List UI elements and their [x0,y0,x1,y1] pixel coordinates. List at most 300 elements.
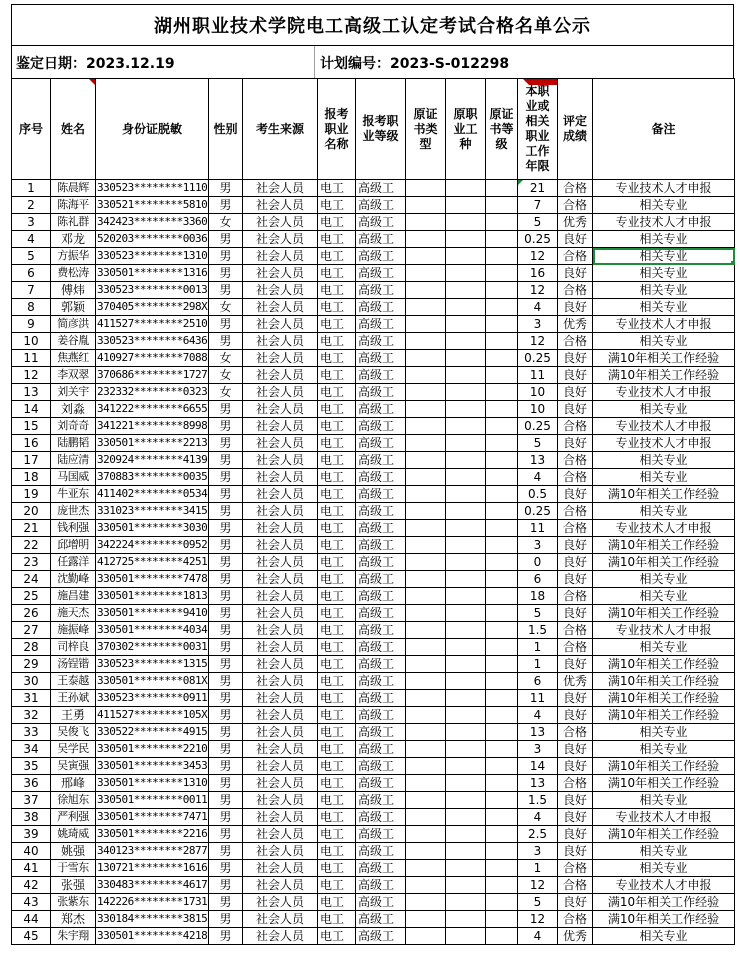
cell-name[interactable]: 姜谷胤 [51,333,96,350]
cell-job-level[interactable]: 高级工 [356,554,406,571]
cell-grade[interactable]: 良好 [558,299,593,316]
cell-job-name[interactable]: 电工 [318,673,356,690]
cell-orig-cert-level[interactable] [486,214,518,231]
cell-grade[interactable]: 合格 [558,520,593,537]
cell-id[interactable]: 411527********2510 [96,316,209,333]
cell-source[interactable]: 社会人员 [243,724,318,741]
cell-seq[interactable]: 10 [12,333,51,350]
cell-name[interactable]: 邓龙 [51,231,96,248]
header-source[interactable]: 考生来源 [243,79,318,180]
cell-id[interactable]: 330501********1813 [96,588,209,605]
cell-gender[interactable]: 男 [209,486,243,503]
cell-seq[interactable]: 4 [12,231,51,248]
cell-remarks[interactable]: 相关专业 [593,928,735,945]
cell-orig-cert-type[interactable] [406,469,446,486]
cell-work-years[interactable]: 5 [518,214,558,231]
cell-orig-cert-type[interactable] [406,724,446,741]
cell-id[interactable]: 330501********3453 [96,758,209,775]
cell-job-name[interactable]: 电工 [318,248,356,265]
cell-id[interactable]: 330501********2213 [96,435,209,452]
cell-name[interactable]: 傅炜 [51,282,96,299]
header-remarks[interactable]: 备注 [593,79,735,180]
cell-gender[interactable]: 男 [209,537,243,554]
cell-work-years[interactable]: 12 [518,248,558,265]
cell-job-name[interactable]: 电工 [318,537,356,554]
cell-gender[interactable]: 男 [209,809,243,826]
cell-gender[interactable]: 女 [209,214,243,231]
cell-job-level[interactable]: 高级工 [356,231,406,248]
cell-name[interactable]: 刘关宇 [51,384,96,401]
cell-gender[interactable]: 男 [209,197,243,214]
exam-date[interactable]: 鉴定日期：2023.12.19 [16,56,175,72]
cell-gender[interactable]: 男 [209,469,243,486]
cell-gender[interactable]: 女 [209,367,243,384]
cell-id[interactable]: 330501********081X [96,673,209,690]
cell-orig-cert-level[interactable] [486,775,518,792]
cell-source[interactable]: 社会人员 [243,367,318,384]
cell-name[interactable]: 陈礼群 [51,214,96,231]
cell-job-name[interactable]: 电工 [318,622,356,639]
cell-orig-cert-type[interactable] [406,860,446,877]
cell-job-name[interactable]: 电工 [318,367,356,384]
cell-job-level[interactable]: 高级工 [356,622,406,639]
cell-orig-cert-level[interactable] [486,792,518,809]
cell-seq[interactable]: 9 [12,316,51,333]
cell-orig-cert-type[interactable] [406,299,446,316]
cell-job-level[interactable]: 高级工 [356,401,406,418]
header-orig-cert-level[interactable]: 原证书等级 [486,79,518,180]
cell-orig-job[interactable] [446,333,486,350]
cell-orig-cert-type[interactable] [406,401,446,418]
cell-seq[interactable]: 34 [12,741,51,758]
cell-orig-job[interactable] [446,673,486,690]
cell-orig-cert-level[interactable] [486,809,518,826]
cell-grade[interactable]: 优秀 [558,214,593,231]
cell-orig-job[interactable] [446,690,486,707]
cell-orig-cert-level[interactable] [486,537,518,554]
cell-orig-job[interactable] [446,520,486,537]
cell-grade[interactable]: 良好 [558,384,593,401]
cell-orig-cert-type[interactable] [406,452,446,469]
cell-grade[interactable]: 良好 [558,231,593,248]
header-job-level[interactable]: 报考职业等级 [356,79,406,180]
cell-job-name[interactable]: 电工 [318,214,356,231]
cell-source[interactable]: 社会人员 [243,826,318,843]
cell-source[interactable]: 社会人员 [243,350,318,367]
cell-job-level[interactable]: 高级工 [356,673,406,690]
cell-job-name[interactable]: 电工 [318,707,356,724]
cell-orig-cert-type[interactable] [406,282,446,299]
cell-work-years[interactable]: 0.25 [518,503,558,520]
cell-job-name[interactable]: 电工 [318,197,356,214]
cell-seq[interactable]: 26 [12,605,51,622]
cell-source[interactable]: 社会人员 [243,231,318,248]
header-orig-job[interactable]: 原职业工种 [446,79,486,180]
cell-grade[interactable]: 合格 [558,775,593,792]
cell-remarks[interactable]: 相关专业 [593,571,735,588]
cell-source[interactable]: 社会人员 [243,197,318,214]
cell-name[interactable]: 张紫东 [51,894,96,911]
cell-work-years[interactable]: 5 [518,894,558,911]
cell-job-name[interactable]: 电工 [318,792,356,809]
cell-remarks[interactable]: 满10年相关工作经验 [593,673,735,690]
cell-seq[interactable]: 42 [12,877,51,894]
cell-id[interactable]: 330522********4915 [96,724,209,741]
cell-grade[interactable]: 合格 [558,452,593,469]
cell-name[interactable]: 王勇 [51,707,96,724]
cell-id[interactable]: 410927********7088 [96,350,209,367]
cell-grade[interactable]: 合格 [558,639,593,656]
cell-orig-cert-type[interactable] [406,690,446,707]
header-gender[interactable]: 性别 [209,79,243,180]
cell-work-years[interactable]: 0.25 [518,350,558,367]
cell-seq[interactable]: 14 [12,401,51,418]
cell-job-level[interactable]: 高级工 [356,418,406,435]
cell-source[interactable]: 社会人员 [243,758,318,775]
cell-grade[interactable]: 合格 [558,469,593,486]
cell-seq[interactable]: 32 [12,707,51,724]
cell-gender[interactable]: 女 [209,350,243,367]
cell-gender[interactable]: 男 [209,894,243,911]
cell-grade[interactable]: 合格 [558,588,593,605]
cell-orig-job[interactable] [446,588,486,605]
cell-remarks[interactable]: 相关专业 [593,639,735,656]
cell-job-level[interactable]: 高级工 [356,911,406,928]
cell-name[interactable]: 姚琦威 [51,826,96,843]
cell-orig-cert-level[interactable] [486,690,518,707]
cell-job-level[interactable]: 高级工 [356,469,406,486]
cell-gender[interactable]: 男 [209,231,243,248]
cell-orig-job[interactable] [446,452,486,469]
cell-source[interactable]: 社会人员 [243,656,318,673]
cell-id[interactable]: 320924********4139 [96,452,209,469]
cell-gender[interactable]: 男 [209,928,243,945]
cell-seq[interactable]: 29 [12,656,51,673]
cell-job-level[interactable]: 高级工 [356,248,406,265]
cell-job-name[interactable]: 电工 [318,860,356,877]
cell-id[interactable]: 330501********1316 [96,265,209,282]
cell-remarks[interactable]: 相关专业 [593,333,735,350]
cell-orig-cert-level[interactable] [486,350,518,367]
cell-gender[interactable]: 男 [209,707,243,724]
cell-orig-job[interactable] [446,571,486,588]
cell-orig-job[interactable] [446,605,486,622]
cell-orig-cert-type[interactable] [406,384,446,401]
cell-orig-cert-level[interactable] [486,435,518,452]
cell-job-level[interactable]: 高级工 [356,707,406,724]
cell-orig-cert-type[interactable] [406,265,446,282]
cell-orig-cert-level[interactable] [486,486,518,503]
cell-job-level[interactable]: 高级工 [356,180,406,197]
cell-work-years[interactable]: 0.5 [518,486,558,503]
cell-orig-cert-type[interactable] [406,639,446,656]
cell-work-years[interactable]: 7 [518,197,558,214]
cell-orig-job[interactable] [446,656,486,673]
cell-orig-cert-type[interactable] [406,656,446,673]
cell-orig-cert-level[interactable] [486,758,518,775]
cell-name[interactable]: 张强 [51,877,96,894]
cell-job-name[interactable]: 电工 [318,843,356,860]
cell-work-years[interactable]: 12 [518,877,558,894]
cell-id[interactable]: 330184********3815 [96,911,209,928]
cell-source[interactable]: 社会人员 [243,928,318,945]
cell-orig-cert-level[interactable] [486,622,518,639]
cell-job-name[interactable]: 电工 [318,911,356,928]
cell-remarks[interactable]: 专业技术人才申报 [593,418,735,435]
cell-job-name[interactable]: 电工 [318,724,356,741]
cell-job-level[interactable]: 高级工 [356,452,406,469]
cell-work-years[interactable]: 14 [518,758,558,775]
cell-grade[interactable]: 良好 [558,605,593,622]
cell-seq[interactable]: 21 [12,520,51,537]
cell-remarks[interactable]: 相关专业 [593,401,735,418]
cell-gender[interactable]: 男 [209,333,243,350]
cell-remarks[interactable]: 相关专业 [593,197,735,214]
cell-source[interactable]: 社会人员 [243,775,318,792]
cell-grade[interactable]: 良好 [558,656,593,673]
cell-job-level[interactable]: 高级工 [356,588,406,605]
cell-gender[interactable]: 男 [209,622,243,639]
cell-remarks[interactable]: 相关专业 [593,299,735,316]
cell-orig-cert-type[interactable] [406,197,446,214]
cell-id[interactable]: 370302********0031 [96,639,209,656]
cell-seq[interactable]: 8 [12,299,51,316]
cell-job-level[interactable]: 高级工 [356,826,406,843]
cell-orig-job[interactable] [446,724,486,741]
cell-name[interactable]: 汤锃锴 [51,656,96,673]
cell-name[interactable]: 邢峰 [51,775,96,792]
cell-id[interactable]: 142226********1731 [96,894,209,911]
cell-seq[interactable]: 17 [12,452,51,469]
cell-grade[interactable]: 合格 [558,180,593,197]
cell-grade[interactable]: 合格 [558,724,593,741]
cell-job-level[interactable]: 高级工 [356,520,406,537]
cell-id[interactable]: 330501********7478 [96,571,209,588]
cell-orig-job[interactable] [446,282,486,299]
cell-orig-job[interactable] [446,180,486,197]
cell-grade[interactable]: 良好 [558,707,593,724]
cell-gender[interactable]: 男 [209,316,243,333]
cell-job-level[interactable]: 高级工 [356,486,406,503]
cell-name[interactable]: 司梓良 [51,639,96,656]
cell-seq[interactable]: 24 [12,571,51,588]
header-orig-cert-type[interactable]: 原证书类型 [406,79,446,180]
cell-orig-cert-level[interactable] [486,503,518,520]
cell-grade[interactable]: 良好 [558,809,593,826]
cell-job-level[interactable]: 高级工 [356,282,406,299]
cell-remarks[interactable]: 满10年相关工作经验 [593,656,735,673]
cell-orig-job[interactable] [446,622,486,639]
cell-orig-job[interactable] [446,826,486,843]
cell-grade[interactable]: 优秀 [558,928,593,945]
cell-work-years[interactable]: 1 [518,656,558,673]
cell-remarks[interactable]: 满10年相关工作经验 [593,758,735,775]
cell-work-years[interactable]: 13 [518,775,558,792]
cell-remarks[interactable]: 专业技术人才申报 [593,180,735,197]
cell-source[interactable]: 社会人员 [243,911,318,928]
cell-job-name[interactable]: 电工 [318,469,356,486]
cell-job-level[interactable]: 高级工 [356,435,406,452]
cell-gender[interactable]: 男 [209,503,243,520]
cell-orig-cert-type[interactable] [406,843,446,860]
cell-orig-cert-type[interactable] [406,741,446,758]
cell-job-name[interactable]: 电工 [318,656,356,673]
cell-id[interactable]: 330523********0911 [96,690,209,707]
cell-orig-job[interactable] [446,384,486,401]
cell-work-years[interactable]: 3 [518,537,558,554]
cell-orig-job[interactable] [446,418,486,435]
cell-remarks[interactable]: 满10年相关工作经验 [593,605,735,622]
cell-job-level[interactable]: 高级工 [356,741,406,758]
cell-work-years[interactable]: 18 [518,588,558,605]
cell-gender[interactable]: 男 [209,639,243,656]
cell-orig-cert-level[interactable] [486,843,518,860]
cell-remarks[interactable]: 相关专业 [593,792,735,809]
cell-work-years[interactable]: 5 [518,605,558,622]
cell-gender[interactable]: 男 [209,673,243,690]
cell-orig-job[interactable] [446,486,486,503]
cell-source[interactable]: 社会人员 [243,707,318,724]
cell-id[interactable]: 330501********2216 [96,826,209,843]
cell-job-level[interactable]: 高级工 [356,367,406,384]
cell-orig-cert-type[interactable] [406,554,446,571]
cell-gender[interactable]: 男 [209,180,243,197]
cell-orig-job[interactable] [446,860,486,877]
cell-source[interactable]: 社会人员 [243,537,318,554]
cell-work-years[interactable]: 11 [518,520,558,537]
cell-seq[interactable]: 16 [12,435,51,452]
cell-gender[interactable]: 男 [209,571,243,588]
cell-source[interactable]: 社会人员 [243,452,318,469]
cell-orig-cert-level[interactable] [486,860,518,877]
cell-name[interactable]: 李双翠 [51,367,96,384]
cell-orig-job[interactable] [446,248,486,265]
cell-source[interactable]: 社会人员 [243,622,318,639]
cell-orig-job[interactable] [446,792,486,809]
cell-name[interactable]: 徐旭东 [51,792,96,809]
cell-orig-job[interactable] [446,469,486,486]
cell-orig-cert-type[interactable] [406,894,446,911]
cell-name[interactable]: 钱利强 [51,520,96,537]
cell-source[interactable]: 社会人员 [243,299,318,316]
cell-source[interactable]: 社会人员 [243,741,318,758]
cell-orig-cert-type[interactable] [406,333,446,350]
cell-job-name[interactable]: 电工 [318,520,356,537]
cell-id[interactable]: 342224********0952 [96,537,209,554]
cell-job-level[interactable]: 高级工 [356,775,406,792]
cell-orig-cert-type[interactable] [406,775,446,792]
cell-seq[interactable]: 20 [12,503,51,520]
cell-orig-cert-level[interactable] [486,384,518,401]
error-indicator[interactable] [518,180,523,185]
cell-job-level[interactable]: 高级工 [356,350,406,367]
cell-gender[interactable]: 男 [209,911,243,928]
cell-name[interactable]: 姚强 [51,843,96,860]
cell-grade[interactable]: 良好 [558,367,593,384]
cell-name[interactable]: 邱增明 [51,537,96,554]
cell-seq[interactable]: 18 [12,469,51,486]
cell-source[interactable]: 社会人员 [243,792,318,809]
cell-work-years[interactable]: 0 [518,554,558,571]
cell-gender[interactable]: 男 [209,605,243,622]
cell-job-level[interactable]: 高级工 [356,503,406,520]
cell-orig-cert-type[interactable] [406,928,446,945]
cell-job-name[interactable]: 电工 [318,809,356,826]
cell-orig-cert-level[interactable] [486,401,518,418]
selected-cell[interactable]: 相关专业 [593,248,735,265]
header-seq[interactable]: 序号 [12,79,51,180]
cell-orig-cert-level[interactable] [486,707,518,724]
cell-grade[interactable]: 良好 [558,265,593,282]
cell-remarks[interactable]: 相关专业 [593,469,735,486]
cell-work-years[interactable]: 11 [518,690,558,707]
cell-work-years[interactable]: 4 [518,469,558,486]
cell-grade[interactable]: 良好 [558,758,593,775]
cell-name[interactable]: 沈勤峰 [51,571,96,588]
cell-name[interactable]: 陆应清 [51,452,96,469]
cell-gender[interactable]: 男 [209,792,243,809]
cell-name[interactable]: 王泰越 [51,673,96,690]
cell-id[interactable]: 330523********1315 [96,656,209,673]
cell-orig-job[interactable] [446,316,486,333]
cell-orig-cert-level[interactable] [486,673,518,690]
fill-handle[interactable] [731,261,735,265]
cell-orig-cert-type[interactable] [406,537,446,554]
cell-orig-cert-type[interactable] [406,571,446,588]
cell-job-level[interactable]: 高级工 [356,214,406,231]
cell-source[interactable]: 社会人员 [243,214,318,231]
cell-source[interactable]: 社会人员 [243,384,318,401]
cell-orig-cert-type[interactable] [406,707,446,724]
cell-orig-cert-type[interactable] [406,877,446,894]
cell-gender[interactable]: 男 [209,724,243,741]
cell-remarks[interactable]: 专业技术人才申报 [593,435,735,452]
cell-orig-job[interactable] [446,503,486,520]
cell-source[interactable]: 社会人员 [243,843,318,860]
cell-orig-cert-level[interactable] [486,894,518,911]
cell-orig-cert-type[interactable] [406,826,446,843]
cell-name[interactable]: 陈海平 [51,197,96,214]
cell-work-years[interactable]: 16 [518,265,558,282]
cell-name[interactable]: 方振华 [51,248,96,265]
cell-remarks[interactable]: 专业技术人才申报 [593,384,735,401]
cell-orig-job[interactable] [446,877,486,894]
cell-grade[interactable]: 合格 [558,333,593,350]
cell-work-years[interactable]: 13 [518,452,558,469]
cell-job-name[interactable]: 电工 [318,231,356,248]
cell-name[interactable]: 严利强 [51,809,96,826]
cell-remarks[interactable]: 满10年相关工作经验 [593,775,735,792]
cell-orig-job[interactable] [446,911,486,928]
cell-job-name[interactable]: 电工 [318,350,356,367]
cell-job-level[interactable]: 高级工 [356,724,406,741]
cell-orig-cert-level[interactable] [486,265,518,282]
cell-grade[interactable]: 良好 [558,486,593,503]
cell-work-years[interactable]: 4 [518,707,558,724]
cell-seq[interactable]: 2 [12,197,51,214]
cell-work-years[interactable]: 3 [518,316,558,333]
cell-job-level[interactable]: 高级工 [356,333,406,350]
cell-id[interactable]: 331023********3415 [96,503,209,520]
cell-remarks[interactable]: 相关专业 [593,503,735,520]
cell-grade[interactable]: 合格 [558,622,593,639]
cell-orig-job[interactable] [446,843,486,860]
cell-source[interactable]: 社会人员 [243,401,318,418]
cell-job-level[interactable]: 高级工 [356,316,406,333]
cell-source[interactable]: 社会人员 [243,690,318,707]
comment-marker[interactable] [89,79,95,85]
cell-job-level[interactable]: 高级工 [356,299,406,316]
